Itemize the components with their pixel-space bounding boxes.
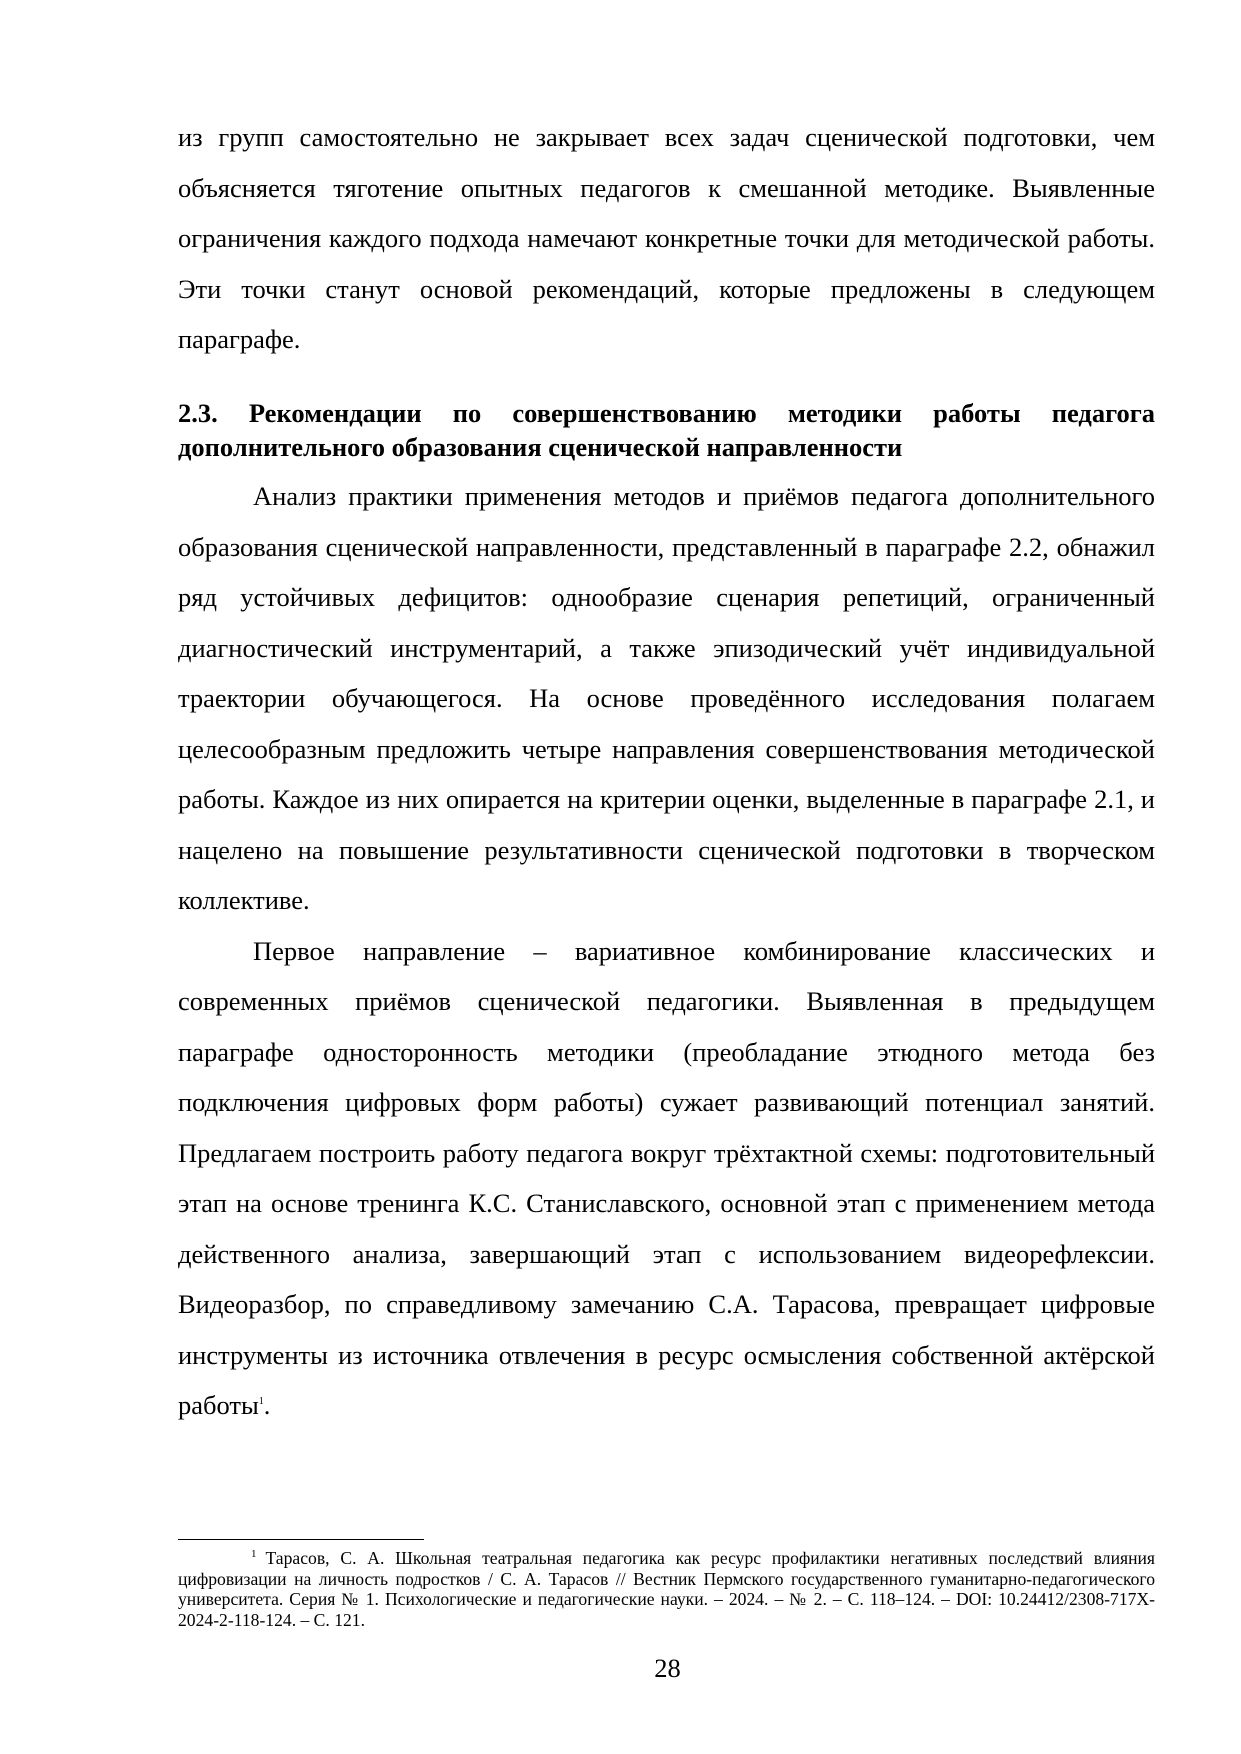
body-paragraph-2-end: .: [263, 1390, 271, 1420]
body-paragraph-1: Анализ практики применения методов и приёмов педагога дополнительного образования сценической направленности, представленный в параграфе 2.2, обнажил ряд устойчивых дефицитов: однообразие сценария репетиций, ограниченный диагностический инструментарий, а также эпизодический учёт индивидуальной траектории обучающегося. На основе проведённого исследования полагаем целесообразным предложить четыре направления совершенствования методической работы. Каждое из них опирается на критерии оценки, выделенные в параграфе 2.1, и нацелено на повышение результативности сценической подготовки в творческом коллективе.: [178, 481, 1155, 915]
footnote-separator: [178, 1539, 424, 1540]
body-text-block: [178, 471, 1155, 1431]
footnote: [178, 1548, 1155, 1630]
body-paragraph-2-text: Первое направление – вариативное комбинирование классических и современных приёмов сценической педагогики. Выявленная в предыдущем параграфе односторонность методики (преобладание этюдного метода без подключения цифровых форм работы) сужает развивающий потенциал занятий. Предлагаем построить работу педагога вокруг трёхтактной схемы: подготовительный этап на основе тренинга К.С. Станиславского, основной этап с применением метода действенного анализа, завершающий этап с использованием видеорефлексии. Видеоразбор, по справедливому замечанию С.А. Тарасова, превращает цифровые инструменты из источника отвлечения в ресурс осмысления собственной актёрской работы: [178, 935, 1155, 1420]
footnote-number: 1: [251, 1548, 257, 1561]
intro-paragraph: из групп самостоятельно не закрывает всех задач сценической подготовки, чем объясняется тяготение опытных педагогов к смешанной методике. Выявленные ограничения каждого подхода намечают конкретные точки для методической работы. Эти точки станут основой рекомендаций, которые предложены в следующем параграфе.: [178, 122, 1155, 354]
page-number: 28: [654, 1653, 681, 1683]
footnote-text: Тарасов, С. А. Школьная театральная педагогика как ресурс профилактики негативных последствий влияния цифровизации на личность подростков / С. А. Тарасов // Вестник Пермского государственного гуманитарно-педагогического университета. Серия № 1. Психологические и педагогические науки. – 2024. – № 2. – С. 118–124. – DOI: 10.24412/2308-717X-2024-2-118-124. – С. 121.: [178, 1548, 1155, 1630]
section-heading: 2.3. Рекомендации по совершенствованию методики работы педагога дополнительного образования сценической направленности: [178, 398, 1155, 462]
body-paragraph-2: [178, 926, 1155, 1431]
footnote-reference[interactable]: 1: [258, 1396, 264, 1408]
intro-text-block: [178, 112, 1155, 365]
